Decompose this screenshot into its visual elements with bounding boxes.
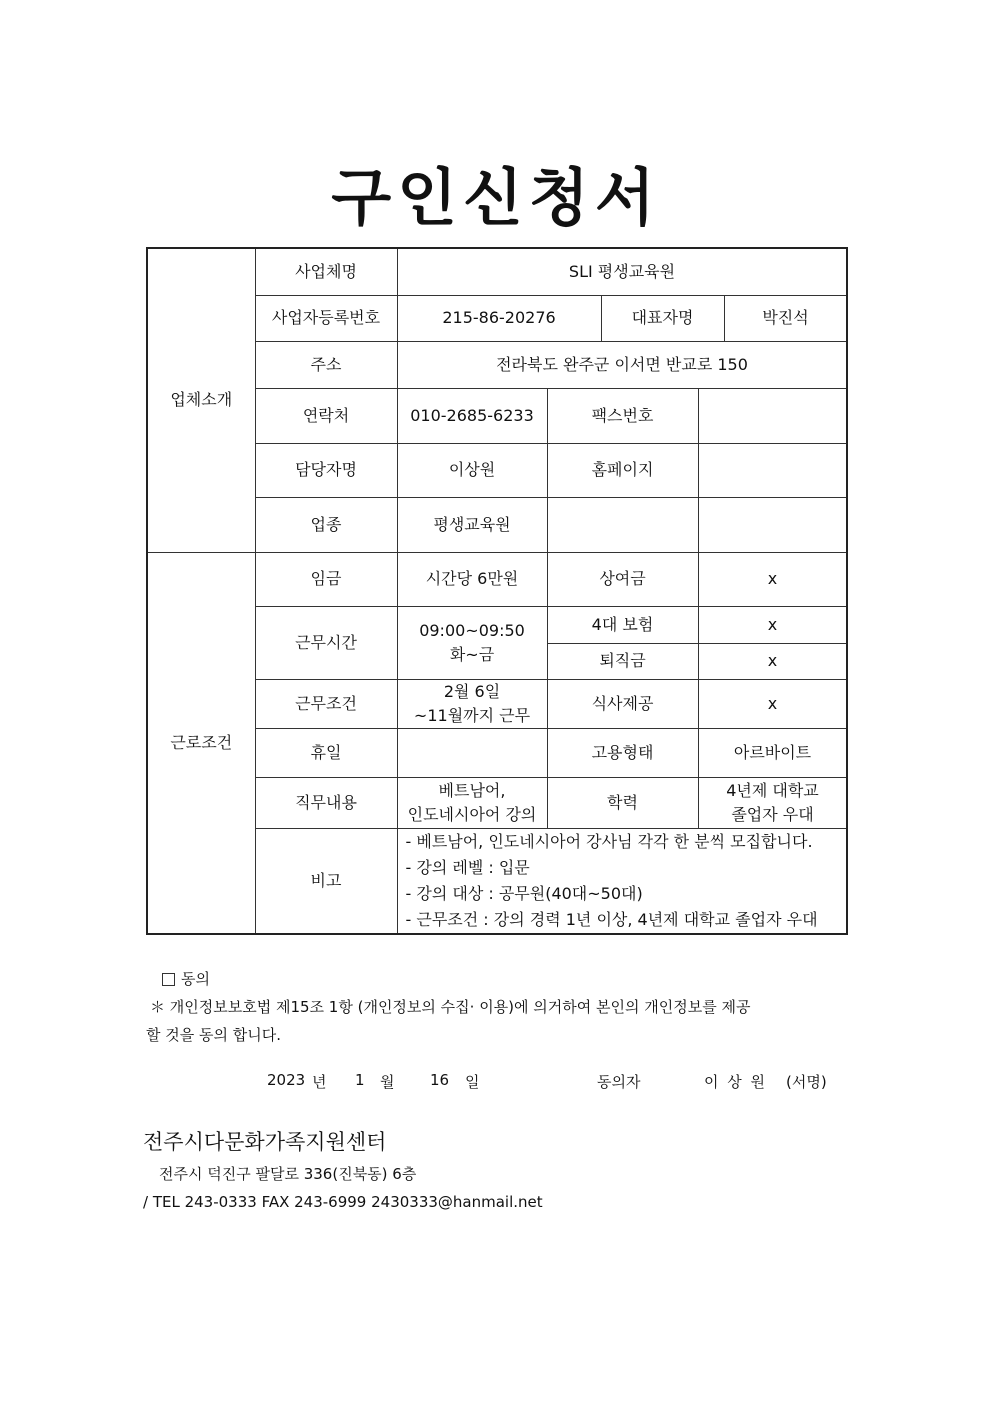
- severance-value: x: [698, 643, 847, 679]
- education-line-2: 졸업자 우대: [731, 804, 814, 824]
- document-title: 구인신청서: [331, 161, 661, 234]
- address-label: 주소: [255, 341, 397, 388]
- empty-cell: [547, 497, 698, 552]
- homepage-value: [698, 443, 847, 497]
- signer-name: 이 상 원: [704, 1073, 768, 1091]
- hours-days: 화~금: [449, 644, 495, 664]
- bonus-value: x: [698, 552, 847, 606]
- reg-number-value: 215-86-20276: [397, 295, 601, 341]
- job-application-table: [146, 247, 848, 935]
- center-name: 전주시다문화가족지원센터: [143, 1130, 387, 1154]
- ceo-value: 박진석: [724, 295, 847, 341]
- education-label: 학력: [547, 777, 698, 828]
- remark-line: - 근무조건 : 강의 경력 1년 이상, 4년제 대학교 졸업자 우대: [405, 909, 818, 929]
- section-company-label: 업체소개: [147, 248, 255, 552]
- fax-value: [698, 388, 847, 443]
- center-address: 전주시 덕진구 팔달로 336(진북동) 6층: [159, 1165, 417, 1183]
- hours-value: [397, 606, 547, 679]
- homepage-label: 홈페이지: [547, 443, 698, 497]
- address-value: 전라북도 완주군 이서면 반교로 150: [397, 341, 847, 388]
- bonus-label: 상여금: [547, 552, 698, 606]
- work-cond-value: [397, 679, 547, 728]
- industry-label: 업종: [255, 497, 397, 552]
- manager-value: 이상원: [397, 443, 547, 497]
- reg-number-label: 사업자등록번호: [255, 295, 397, 341]
- sign-month-unit: 월: [380, 1073, 395, 1091]
- meal-label: 식사제공: [547, 679, 698, 728]
- employ-type-value: 아르바이트: [698, 728, 847, 777]
- manager-label: 담당자명: [255, 443, 397, 497]
- holiday-value: [397, 728, 547, 777]
- education-value: [698, 777, 847, 828]
- sign-year-unit: 년: [312, 1073, 327, 1091]
- phone-label: 연락처: [255, 388, 397, 443]
- center-address-block: [143, 1160, 543, 1216]
- sign-month: 1: [355, 1071, 365, 1089]
- remark-line: - 강의 대상 : 공무원(40대~50대): [405, 883, 643, 903]
- sign-day: 16: [430, 1071, 450, 1089]
- consent-text-line-2: 할 것을 동의 합니다.: [146, 1026, 281, 1044]
- fax-label: 팩스번호: [547, 388, 698, 443]
- holiday-label: 휴일: [255, 728, 397, 777]
- consent-checkbox[interactable]: [162, 973, 175, 986]
- wage-label: 임금: [255, 552, 397, 606]
- severance-label: 퇴직금: [547, 643, 698, 679]
- consent-section: [146, 965, 856, 1049]
- sign-suffix: (서명): [786, 1073, 827, 1091]
- education-line-1: 4년제 대학교: [726, 780, 819, 800]
- work-cond-end: ~11월까지 근무: [413, 705, 531, 725]
- work-cond-start: 2월 6일: [443, 681, 501, 701]
- remark-line: - 베트남어, 인도네시아어 강사님 각각 한 분씩 모집합니다.: [405, 831, 813, 851]
- insurance-value: x: [698, 606, 847, 643]
- ceo-label: 대표자명: [601, 295, 724, 341]
- duty-line-1: 베트남어,: [438, 780, 506, 800]
- sign-year: 2023: [267, 1071, 306, 1089]
- work-cond-label: 근무조건: [255, 679, 397, 728]
- empty-cell: [698, 497, 847, 552]
- consent-checkbox-row[interactable]: [146, 965, 856, 993]
- employ-type-label: 고용형태: [547, 728, 698, 777]
- insurance-label: 4대 보험: [547, 606, 698, 643]
- wage-value: 시간당 6만원: [397, 552, 547, 606]
- meal-value: x: [698, 679, 847, 728]
- remark-line: - 강의 레벨 : 입문: [405, 857, 530, 877]
- sign-day-unit: 일: [465, 1073, 480, 1091]
- duty-line-2: 인도네시아어 강의: [407, 804, 537, 824]
- section-remarks-label: 비고: [255, 828, 397, 934]
- company-name-label: 사업체명: [255, 248, 397, 295]
- consent-checkbox-label: 동의: [181, 970, 210, 988]
- consent-text-line-1: ＊ 개인정보보호법 제15조 1항 (개인정보의 수집· 이용)에 의거하여 본인의 개인정보를 제공: [150, 998, 751, 1016]
- center-contact: / TEL 243-0333 FAX 243-6999 2430333@hanmail.net: [143, 1193, 543, 1211]
- industry-value: 평생교육원: [397, 497, 547, 552]
- section-work-label: 근로조건: [147, 552, 255, 934]
- hours-time: 09:00~09:50: [419, 620, 525, 640]
- phone-value: 010-2685-6233: [397, 388, 547, 443]
- duty-label: 직무내용: [255, 777, 397, 828]
- signer-label: 동의자: [597, 1073, 641, 1091]
- duty-value: [397, 777, 547, 828]
- company-name-value: SLI 평생교육원: [397, 248, 847, 295]
- remarks-content: [397, 828, 847, 934]
- hours-label: 근무시간: [255, 606, 397, 679]
